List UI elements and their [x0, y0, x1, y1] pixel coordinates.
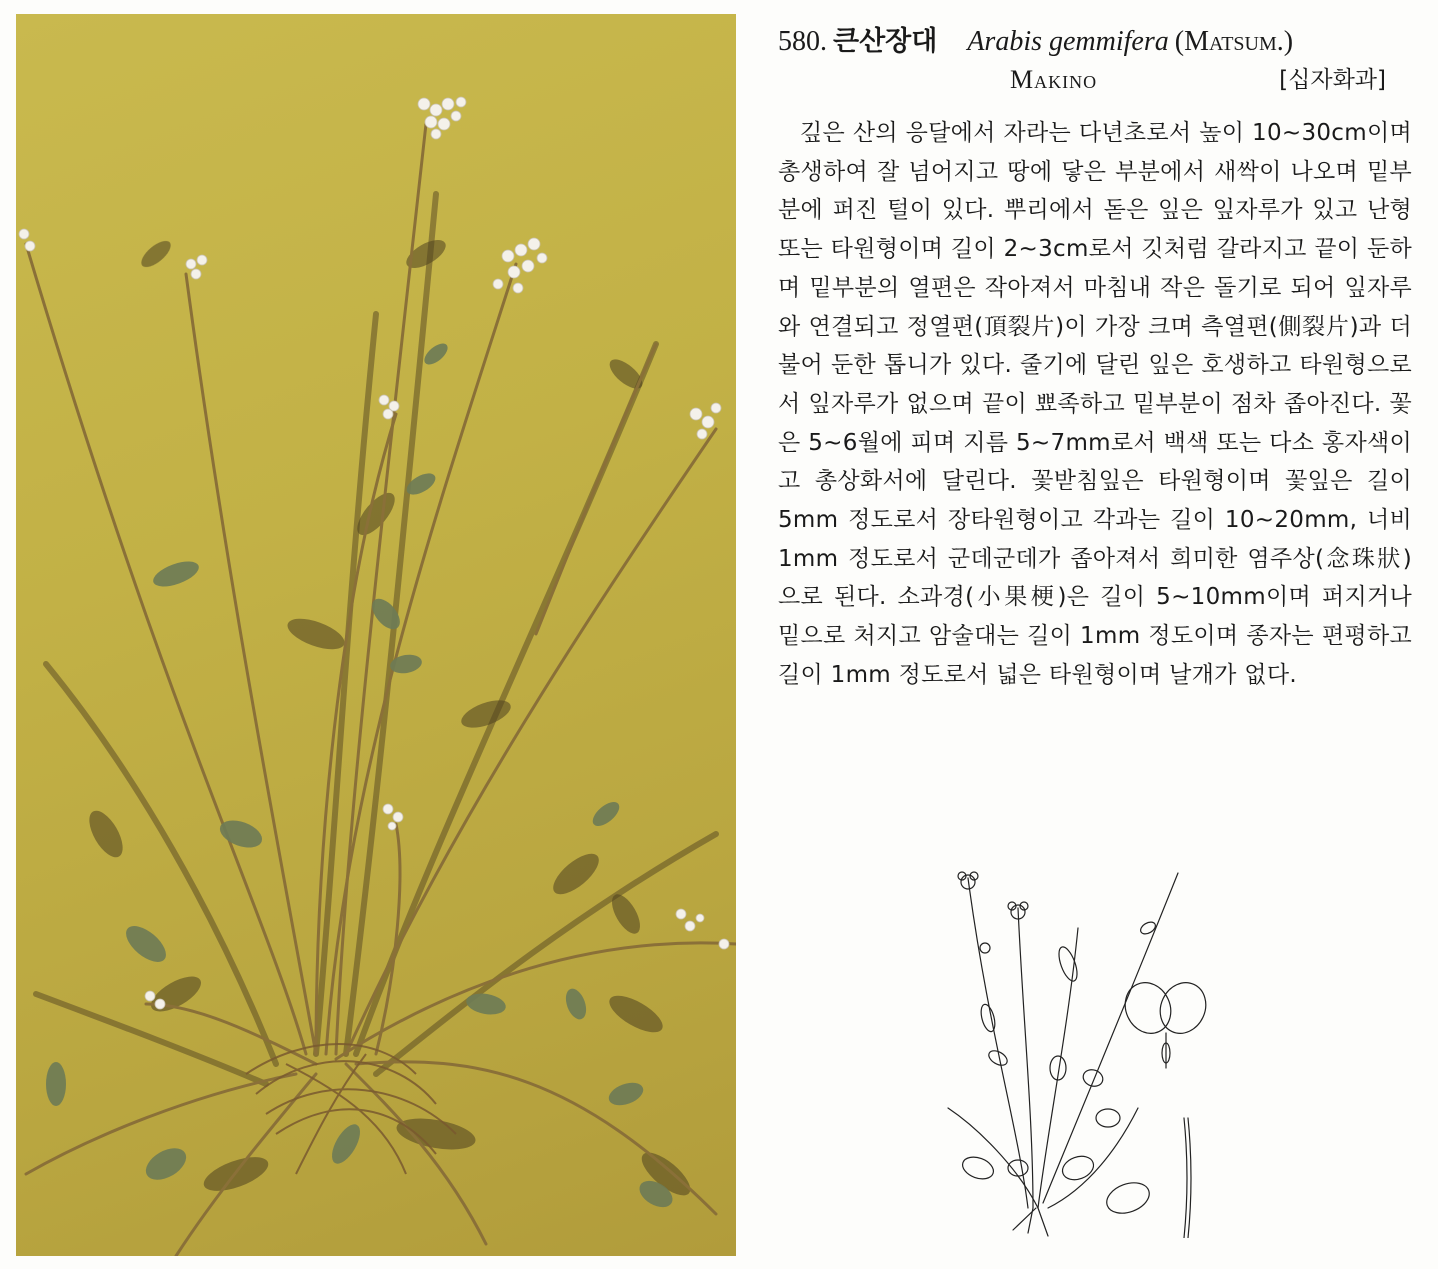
line-drawing-illustration [938, 868, 1224, 1238]
author-secondary: Makino [1010, 65, 1098, 94]
scientific-name: Arabis gemmifera [967, 26, 1169, 57]
plant-photo-illustration [16, 14, 736, 1256]
entry-subheading [778, 60, 1398, 100]
family-name: [십자화과] [1279, 67, 1386, 93]
author-primary: (Matsum.) [1174, 26, 1294, 57]
entry-number: 580. [778, 26, 827, 57]
plant-photograph [16, 14, 736, 1256]
korean-name: 큰산장대 [833, 26, 938, 57]
botanical-line-drawing [938, 868, 1224, 1238]
entry-heading [778, 18, 1398, 64]
species-description: 깊은 산의 응달에서 자라는 다년초로서 높이 10~30cm이며 총생하여 잘 넘어지고 땅에 닿은 부분에서 새싹이 나오며 밑부분에 퍼진 털이 있다. 뿌리에서 돋은 잎은 잎자루가 있고 난형 또는 타원형이며 길이 2~3cm로서 깃처럼 갈라지고 끝이 둔하며 밑부분의 열편은 작아져서 마침내 작은 돌기로 되어 잎자루와 연결되고 정열편(頂裂片)이 가장 크며 측열편(側裂片)과 더불어 둔한 톱니가 있다. 줄기에 달린 잎은 호생하고 타원형으로서 잎자루가 없으며 끝이 뾰족하고 밑부분이 점차 좁아진다. 꽃은 5~6월에 피며 지름 5~7mm로서 백색 또는 다소 홍자색이고 총상화서에 달린다. 꽃받침잎은 타원형이며 꽃잎은 길이 5mm 정도로서 장타원형이고 각과는 길이 10~20mm, 너비 1mm 정도로서 군데군데가 좁아져서 희미한 염주상(念珠狀)으로 된다. 소과경(小果梗)은 길이 5~10mm이며 퍼지거나 밑으로 처지고 암술대는 길이 1mm 정도이며 종자는 편평하고 길이 1mm 정도로서 넓은 타원형이며 날개가 없다. [778, 120, 1412, 688]
